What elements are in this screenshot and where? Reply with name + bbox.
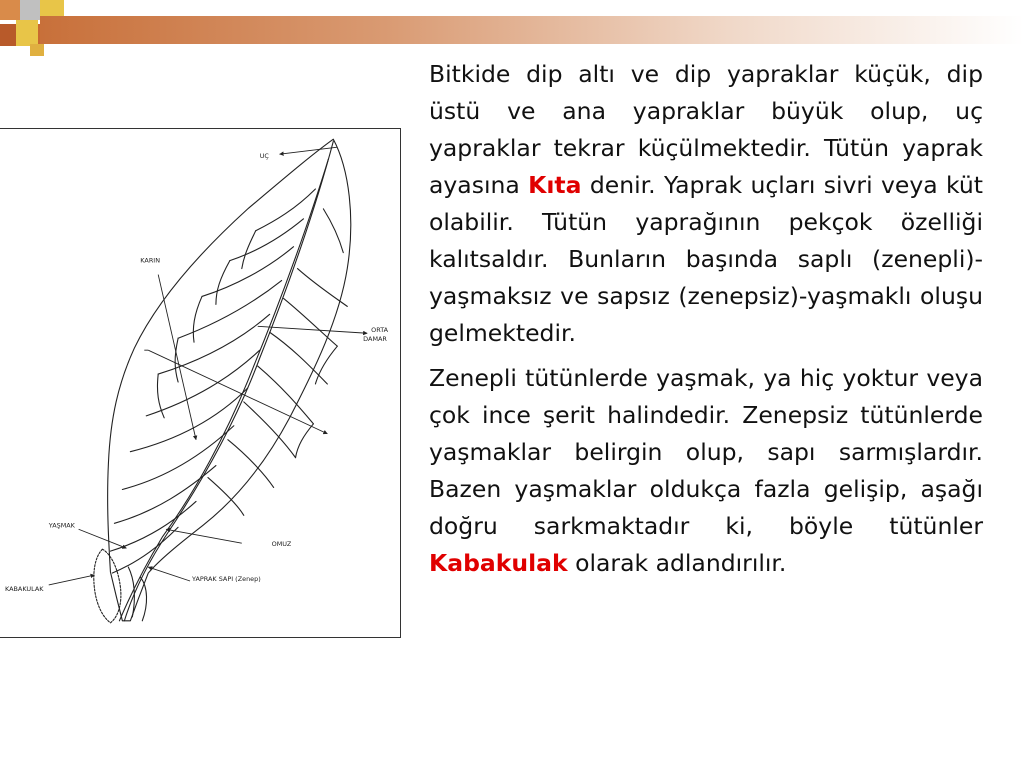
label-yasmak: YAŞMAK	[48, 521, 75, 530]
paragraph-2	[429, 360, 983, 582]
label-orta-damar-2: DAMAR	[363, 335, 387, 344]
paragraph-1	[429, 56, 983, 352]
leaf-illustration	[0, 128, 401, 638]
decor-square	[0, 0, 20, 20]
paragraph-2-text-a: Zenepli tütünlerde yaşmak, ya hiç yoktur veya çok ince şerit halindedir. Zenepsiz tütünlerde yaşmaklar belirgin olup, sapı sarmışlardır. Bazen yaşmaklar oldukça fazla gelişip, aşağı doğru sarkmaktadır ki, böyle tütünler	[429, 364, 983, 540]
paragraph-1-text-a: Bitkide dip altı ve dip yapraklar küçük, dip üstü ve ana yapraklar büyük olup, uç yapraklar tekrar küçülmektedir. Tütün yaprak ayasına	[429, 60, 983, 199]
term-kabakulak: Kabakulak	[429, 549, 568, 577]
label-karin: KARIN	[140, 256, 161, 265]
decor-square	[30, 44, 44, 56]
kabakulak-shape	[94, 549, 121, 623]
arrow-karin-line	[148, 350, 327, 434]
paragraph-2-text-b: olarak adlandırılır.	[567, 549, 787, 577]
arrow-yaprak-sapi	[148, 567, 190, 581]
term-kita: Kıta	[528, 171, 582, 199]
label-kabakulak: KABAKULAK	[4, 584, 44, 593]
slide-body-text	[429, 56, 983, 590]
label-yaprak-sapi: YAPRAK SAPI (Zenep)	[192, 575, 261, 584]
label-orta-damar-1: ORTA	[371, 326, 389, 335]
decor-square	[0, 24, 16, 46]
arrow-uc	[280, 147, 338, 154]
arrow-omuz	[166, 529, 242, 543]
arrow-yasmak	[79, 529, 127, 548]
header-gradient-bar	[40, 16, 1024, 44]
arrow-kabakulak	[49, 575, 95, 585]
leaf-outline	[108, 139, 351, 621]
label-omuz: OMUZ	[271, 540, 292, 549]
leaf-diagram	[0, 129, 400, 637]
arrow-orta-damar	[258, 326, 367, 333]
decor-square	[16, 20, 38, 46]
decor-square	[20, 0, 40, 20]
paragraph-1-text-b: denir. Yaprak uçları sivri veya küt olabilir. Tütün yaprağının pekçok özelliği kalıtsaldır. Bunların başında saplı (zenepli)-yaşmaksız ve sapsız (zenepsiz)-yaşmaklı oluşu gelmektedir.	[429, 171, 983, 347]
label-uc: UÇ	[259, 152, 269, 161]
